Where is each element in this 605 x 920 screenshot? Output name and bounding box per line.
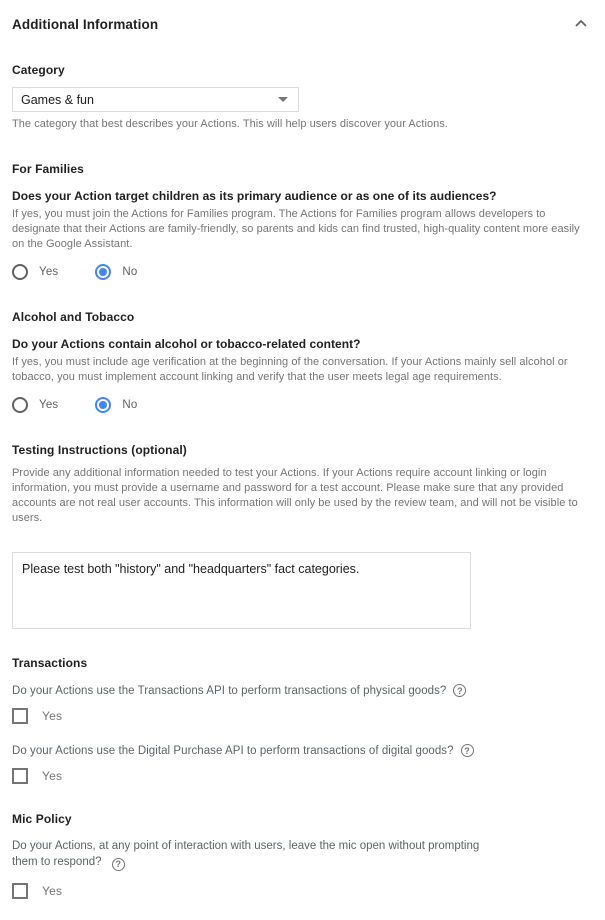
transactions-physical-question: Do your Actions use the Transactions API to perform transactions of physical goods? (12, 684, 447, 697)
transactions-digital-question: Do your Actions use the Digital Purchase API to perform transactions of digital goods? (12, 744, 454, 757)
for-families-radio-yes[interactable] (12, 264, 58, 280)
alcohol-tobacco-radio-group (12, 396, 593, 413)
transactions-digital-checkbox-row (12, 767, 593, 784)
testing-instructions-heading: Testing Instructions (optional) (12, 443, 187, 457)
mic-policy-question-row (12, 838, 499, 871)
mic-policy-heading: Mic Policy (12, 812, 72, 826)
for-families-question: Does your Action target children as its primary audience or as one of its audiences? (12, 189, 497, 203)
category-label: Category (12, 63, 65, 77)
for-families-heading: For Families (12, 162, 84, 176)
mic-policy-checkbox[interactable] (12, 883, 28, 899)
category-selected-value: Games & fun (21, 92, 94, 107)
help-icon[interactable]: ? (112, 858, 125, 871)
alcohol-tobacco-radio-no[interactable] (95, 397, 137, 413)
radio-label-no: No (122, 265, 138, 278)
radio-label-yes: Yes (39, 265, 59, 278)
mic-policy-checkbox-row (12, 883, 593, 900)
transactions-physical-checkbox-row (12, 707, 593, 724)
transactions-digital-question-row (12, 744, 593, 757)
checkbox-label-yes: Yes (42, 884, 63, 898)
help-icon[interactable]: ? (461, 744, 474, 757)
checkbox-label-yes: Yes (42, 708, 63, 723)
for-families-radio-group (12, 263, 593, 280)
alcohol-tobacco-question: Do your Actions contain alcohol or tobacco-related content? (12, 337, 361, 351)
transactions-digital-checkbox[interactable] (12, 768, 28, 784)
transactions-physical-question-row (12, 684, 593, 697)
testing-instructions-input[interactable] (12, 552, 471, 629)
testing-instructions-helper-text: Provide any additional information needed to test your Actions. If your Actions require account linking or login information, you must provide a username and password for a test account. Please make sure that any provided accounts are not real user accounts. This information will only be used by the review team, and will not be visible to users. (12, 467, 578, 524)
alcohol-tobacco-helper-text: If yes, you must include age verification at the beginning of the conversation. If your Actions mainly sell alcohol or tobacco, you must implement account linking and verify that the user meets legal age requirements. (12, 356, 568, 383)
checkbox-label-yes: Yes (42, 768, 63, 783)
transactions-heading: Transactions (12, 656, 88, 670)
radio-icon (95, 264, 111, 280)
radio-icon (12, 397, 28, 413)
chevron-up-icon (574, 15, 588, 33)
mic-policy-question: Do your Actions, at any point of interaction with users, leave the mic open without prompting them to respond? (12, 840, 480, 868)
transactions-physical-checkbox[interactable] (12, 708, 28, 724)
arrow-drop-down-icon (278, 97, 288, 102)
collapse-section-button[interactable] (571, 14, 591, 34)
alcohol-tobacco-heading: Alcohol and Tobacco (12, 310, 135, 324)
for-families-radio-no[interactable] (95, 264, 137, 280)
radio-label-no: No (122, 398, 138, 411)
help-icon[interactable]: ? (453, 684, 466, 697)
radio-label-yes: Yes (39, 398, 59, 411)
radio-icon (12, 264, 28, 280)
category-select[interactable] (12, 87, 299, 112)
panel-title: Additional Information (12, 16, 159, 32)
category-helper-text: The category that best describes your Actions. This will help users discover your Actions. (12, 118, 448, 130)
for-families-helper-text: If yes, you must join the Actions for Families program. The Actions for Families program allows developers to designate that their Actions are family-friendly, so parents and kids can find trusted, high-quality content more easily on the Google Assistant. (12, 208, 580, 250)
alcohol-tobacco-radio-yes[interactable] (12, 397, 58, 413)
panel-header (12, 14, 593, 34)
radio-icon (95, 397, 111, 413)
